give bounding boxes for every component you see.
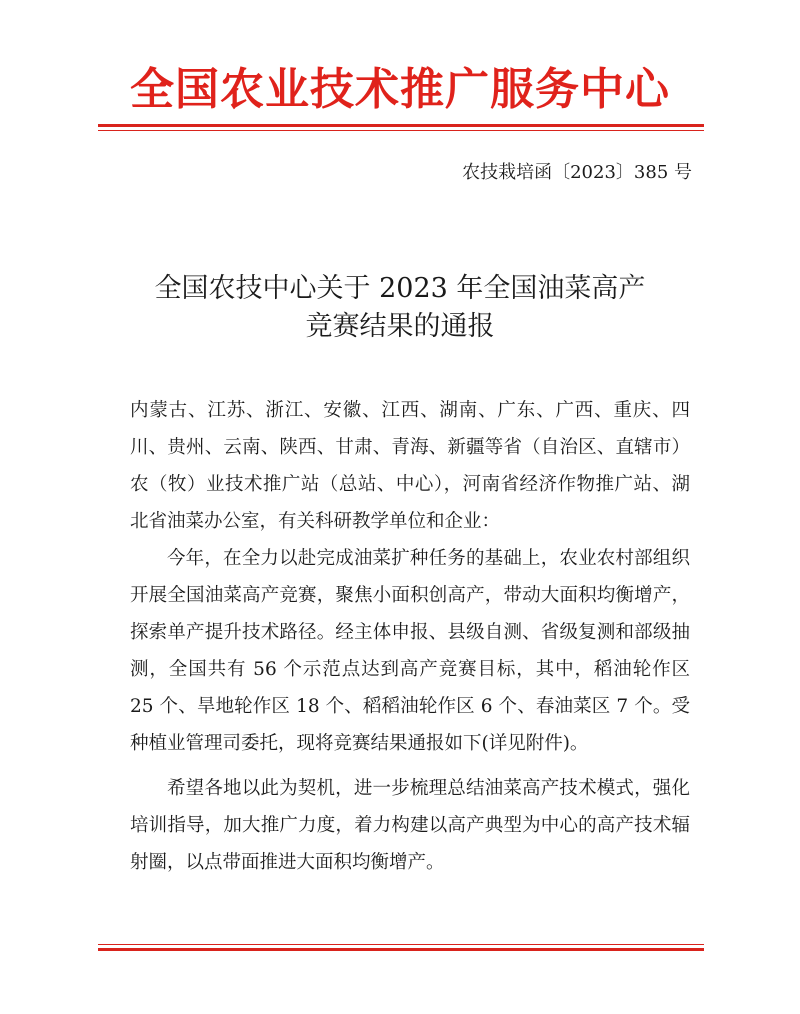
- document-title-line-2: 竞赛结果的通报: [305, 311, 495, 342]
- body-paragraph-2: 希望各地以此为契机，进一步梳理总结油菜高产技术模式，强化培训指导，加大推广力度，着力构建以高产典型为中心的高产技术辐射圈，以点带面推进大面积均衡增产。: [130, 778, 690, 873]
- document-title: [100, 270, 700, 346]
- organization-header: 全国农业技术推广服务中心: [130, 64, 670, 115]
- document-number: 农技栽培函〔2023〕385 号: [462, 162, 692, 183]
- footer-divider-thin: [98, 944, 704, 945]
- body-paragraph-1: 今年，在全力以赴完成油菜扩种任务的基础上，农业农村部组织开展全国油菜高产竞赛，聚焦小面积创高产，带动大面积均衡增产，探索单产提升技术路径。经主体申报、县级自测、省级复测和部级抽测，全国共有 56 个示范点达到高产竞赛目标，其中，稻油轮作区 25 个、旱地轮作区 18 个、稻稻油轮作区 6 个、春油菜区 7 个。受种植业管理司委托，现将竞赛结果通报如下(详见附件)。: [130, 548, 690, 754]
- header-divider-thin: [98, 130, 704, 131]
- addressees-paragraph: 内蒙古、江苏、浙江、安徽、江西、湖南、广东、广西、重庆、四川、贵州、云南、陕西、甘肃、青海、新疆等省（自治区、直辖市）农（牧）业技术推广站（总站、中心），河南省经济作物推广站、湖北省油菜办公室，有关科研教学单位和企业：: [130, 400, 690, 532]
- header-divider-thick: [98, 124, 704, 127]
- document-title-line-1: 全国农技中心关于 2023 年全国油菜高产: [154, 273, 646, 304]
- footer-divider-thick: [98, 948, 704, 951]
- document-body: [130, 392, 690, 881]
